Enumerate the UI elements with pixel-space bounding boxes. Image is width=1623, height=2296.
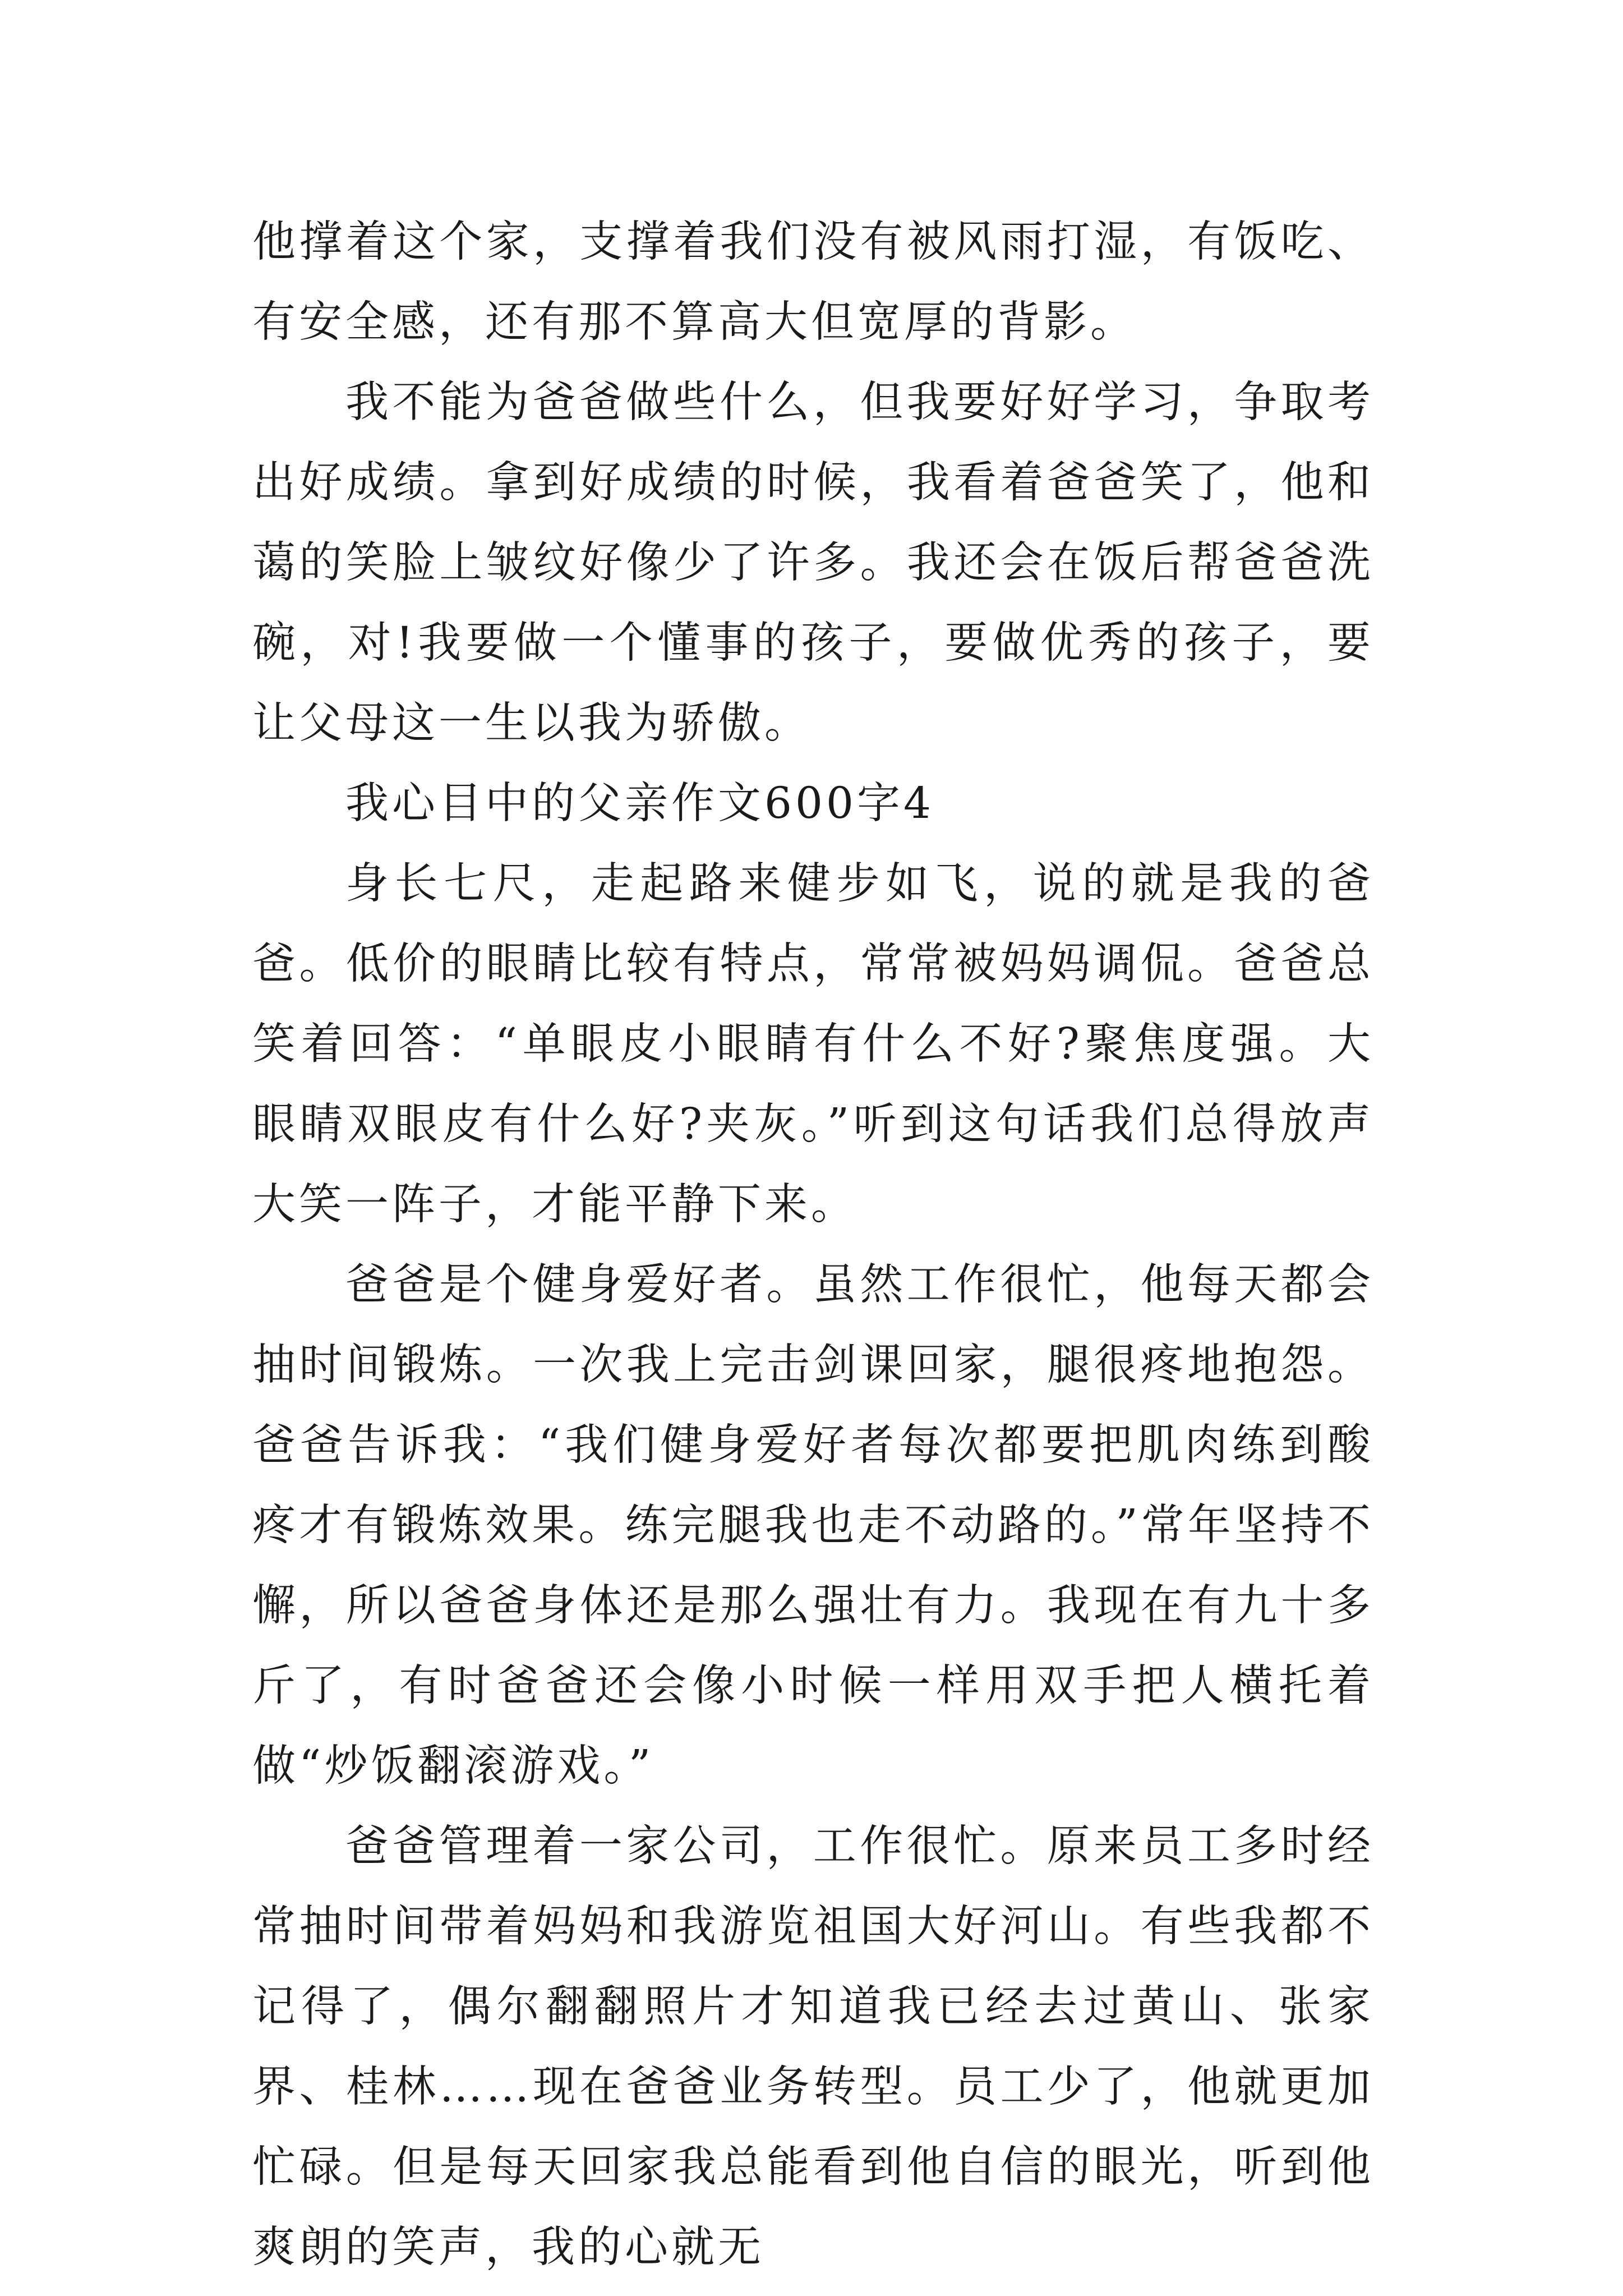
paragraph: 我不能为爸爸做些什么，但我要好好学习，争取考出好成绩。拿到好成绩的时候，我看着爸爸笑了，他和蔼的笑脸上皱纹好像少了许多。我还会在饭后帮爸爸洗碗，对!我要做一个懂事的孩子，要做优秀的孩子，要让父母这一生以我为骄傲。	[252, 378, 1374, 748]
paragraph: 身长七尺，走起路来健步如飞，说的就是我的爸爸。低价的眼睛比较有特点，常常被妈妈调侃。爸爸总笑着回答：“单眼皮小眼睛有什么不好?聚焦度强。大眼睛双眼皮有什么好?夹灰。”听到这句话我们总得放声大笑一阵子，才能平静下来。	[252, 859, 1374, 1230]
paragraph: 爸爸管理着一家公司，工作很忙。原来员工多时经常抽时间带着妈妈和我游览祖国大好河山。有些我都不记得了，偶尔翻翻照片才知道我已经去过黄山、张家界、桂林……现在爸爸业务转型。员工少了，他就更加忙碌。但是每天回家我总能看到他自信的眼光，听到他爽朗的笑声，我的心就无	[252, 1821, 1374, 2272]
section-heading: 我心目中的父亲作文600字4	[345, 779, 934, 829]
paragraph: 爸爸是个健身爱好者。虽然工作很忙，他每天都会抽时间锻炼。一次我上完击剑课回家，腿很疼地抱怨。爸爸告诉我：“我们健身爱好者每次都要把肌肉练到酸疼才有锻炼效果。练完腿我也走不动路的。”常年坚持不懈，所以爸爸身体还是那么强壮有力。我现在有九十多斤了，有时爸爸还会像小时候一样用双手把人横托着做“炒饭翻滚游戏。”	[252, 1260, 1374, 1791]
document-body	[252, 202, 1374, 2288]
paragraph-continued: 他撑着这个家，支撑着我们没有被风雨打湿，有饭吃、有安全感，还有那不算高大但宽厚的背影。	[252, 217, 1374, 347]
